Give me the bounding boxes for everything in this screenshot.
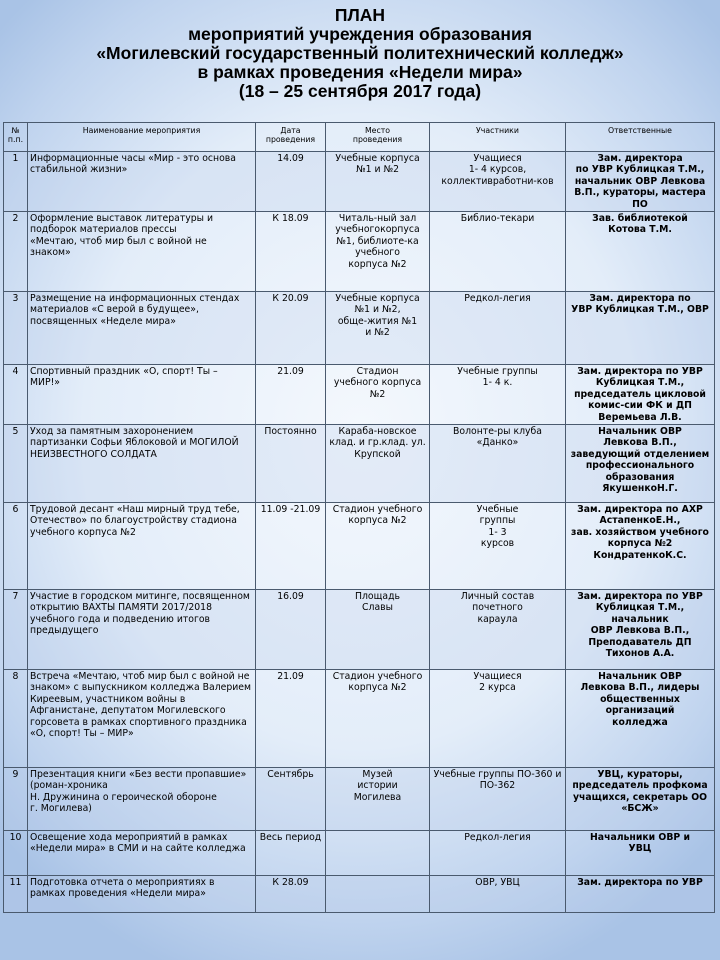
event-participants: Учащиеся 2 курса bbox=[430, 670, 566, 768]
event-participants: Учебные группы 1- 3 курсов bbox=[430, 503, 566, 590]
event-place: Площадь Славы bbox=[326, 590, 430, 670]
table-row bbox=[4, 768, 715, 831]
table-row bbox=[4, 670, 715, 768]
document-title bbox=[0, 6, 720, 101]
row-number: 10 bbox=[4, 831, 28, 876]
event-responsible: Начальник ОВР Левкова В.П., заведующий отделением профессионального образования ЯкушенкоН.Г. bbox=[566, 425, 715, 503]
event-participants: Учебные группы 1- 4 к. bbox=[430, 365, 566, 425]
event-responsible: Зам. директора по УВР Кублицкая Т.М., председатель цикловой комис-сии ФК и ДП Веремьева Л.В. bbox=[566, 365, 715, 425]
title-line: «Могилевский государственный политехнический колледж» bbox=[96, 43, 624, 63]
event-date: Весь период bbox=[256, 831, 326, 876]
table-row bbox=[4, 212, 715, 292]
title-line: в рамках проведения «Недели мира» bbox=[197, 62, 523, 82]
event-responsible: Зам. директора по УВР Кублицкая Т.М., ОВР bbox=[566, 292, 715, 365]
event-date: 14.09 bbox=[256, 152, 326, 212]
event-participants: Библио-текари bbox=[430, 212, 566, 292]
event-date: К 28.09 bbox=[256, 876, 326, 913]
event-responsible: Зав. библиотекой Котова Т.М. bbox=[566, 212, 715, 292]
header-number: № п.п. bbox=[4, 123, 28, 152]
event-place: Стадион учебного корпуса №2 bbox=[326, 503, 430, 590]
event-name: Презентация книги «Без вести пропавшие» (роман-хроника Н. Дружинина о героической обороне г. Могилева) bbox=[28, 768, 256, 831]
table-row bbox=[4, 831, 715, 876]
table-row bbox=[4, 503, 715, 590]
event-place: Учебные корпуса №1 и №2, обще-жития №1 и №2 bbox=[326, 292, 430, 365]
table-row bbox=[4, 292, 715, 365]
event-place bbox=[326, 876, 430, 913]
event-participants: Учебные группы ПО-360 и ПО-362 bbox=[430, 768, 566, 831]
row-number: 2 bbox=[4, 212, 28, 292]
event-place: Караба-новское клад. и гр.клад. ул. Крупской bbox=[326, 425, 430, 503]
event-date: 21.09 bbox=[256, 365, 326, 425]
table-row bbox=[4, 590, 715, 670]
event-place bbox=[326, 831, 430, 876]
event-name: Освещение хода мероприятий в рамках «Недели мира» в СМИ и на сайте колледжа bbox=[28, 831, 256, 876]
events-table bbox=[3, 122, 715, 913]
header-date: Дата проведения bbox=[256, 123, 326, 152]
event-participants: ОВР, УВЦ bbox=[430, 876, 566, 913]
event-date: 16.09 bbox=[256, 590, 326, 670]
header-responsible: Ответственные bbox=[566, 123, 715, 152]
header-event-name: Наименование мероприятия bbox=[28, 123, 256, 152]
row-number: 9 bbox=[4, 768, 28, 831]
event-name: Уход за памятным захоронением партизанки Софьи Яблоковой и МОГИЛОЙ НЕИЗВЕСТНОГО СОЛДАТА bbox=[28, 425, 256, 503]
event-responsible: Зам. директора по УВР bbox=[566, 876, 715, 913]
event-responsible: Зам. директора по АХР АстапенкоЕ.Н., зав. хозяйством учебного корпуса №2 КондратенкоК.С. bbox=[566, 503, 715, 590]
event-name: Встреча «Мечтаю, чтоб мир был с войной не знаком» с выпускником колледжа Валерием Киреевым, участником войны в Афганистане, депутатом Могилевского горсовета в рамках спортивного праздника «О, спорт! Ты – МИР» bbox=[28, 670, 256, 768]
table-row bbox=[4, 425, 715, 503]
event-responsible: Начальники ОВР и УВЦ bbox=[566, 831, 715, 876]
event-responsible: УВЦ, кураторы, председатель профкома учащихся, секретарь ОО «БСЖ» bbox=[566, 768, 715, 831]
event-name: Информационные часы «Мир - это основа стабильной жизни» bbox=[28, 152, 256, 212]
event-name: Размещение на информационных стендах материалов «С верой в будущее», посвященных «Неделе мира» bbox=[28, 292, 256, 365]
row-number: 3 bbox=[4, 292, 28, 365]
event-place: Читаль-ный зал учебногокорпуса №1, библиоте-ка учебного корпуса №2 bbox=[326, 212, 430, 292]
row-number: 6 bbox=[4, 503, 28, 590]
table-row bbox=[4, 152, 715, 212]
header-participants: Участники bbox=[430, 123, 566, 152]
table-row bbox=[4, 876, 715, 913]
event-place: Стадион учебного корпуса №2 bbox=[326, 365, 430, 425]
row-number: 4 bbox=[4, 365, 28, 425]
event-name: Подготовка отчета о мероприятиях в рамках проведения «Недели мира» bbox=[28, 876, 256, 913]
event-date: Постоянно bbox=[256, 425, 326, 503]
event-date: Сентябрь bbox=[256, 768, 326, 831]
event-date: 11.09 -21.09 bbox=[256, 503, 326, 590]
row-number: 1 bbox=[4, 152, 28, 212]
event-place: Музей истории Могилева bbox=[326, 768, 430, 831]
event-place: Учебные корпуса №1 и №2 bbox=[326, 152, 430, 212]
event-participants: Личный состав почетного караула bbox=[430, 590, 566, 670]
table-row bbox=[4, 365, 715, 425]
event-responsible: Зам. директора по УВР Кублицкая Т.М., начальник ОВР Левкова В.П., Преподаватель ДП Тихонов А.А. bbox=[566, 590, 715, 670]
event-name: Трудовой десант «Наш мирный труд тебе, Отечество» по благоустройству стадиона учебного корпуса №2 bbox=[28, 503, 256, 590]
event-date: К 18.09 bbox=[256, 212, 326, 292]
event-name: Оформление выставок литературы и подборок материалов прессы «Мечтаю, чтоб мир был с войной не знаком» bbox=[28, 212, 256, 292]
row-number: 8 bbox=[4, 670, 28, 768]
title-line: мероприятий учреждения образования bbox=[188, 24, 532, 44]
event-name: Участие в городском митинге, посвященном открытию ВАХТЫ ПАМЯТИ 2017/2018 учебного года и подведению итогов предыдущего bbox=[28, 590, 256, 670]
row-number: 7 bbox=[4, 590, 28, 670]
row-number: 11 bbox=[4, 876, 28, 913]
event-participants: Редкол-легия bbox=[430, 292, 566, 365]
event-participants: Учащиеся 1- 4 курсов, коллективработни-ков bbox=[430, 152, 566, 212]
event-responsible: Зам. директора по УВР Кублицкая Т.М., начальник ОВР Левкова В.П., кураторы, мастера ПО bbox=[566, 152, 715, 212]
title-line: ПЛАН bbox=[334, 5, 386, 25]
table-header-row bbox=[4, 123, 715, 152]
title-line: (18 – 25 сентября 2017 года) bbox=[238, 81, 482, 101]
event-date: 21.09 bbox=[256, 670, 326, 768]
event-responsible: Начальник ОВР Левкова В.П., лидеры общественных организаций колледжа bbox=[566, 670, 715, 768]
event-date: К 20.09 bbox=[256, 292, 326, 365]
event-participants: Редкол-легия bbox=[430, 831, 566, 876]
header-place: Место проведения bbox=[326, 123, 430, 152]
event-name: Спортивный праздник «О, спорт! Ты – МИР!» bbox=[28, 365, 256, 425]
event-place: Стадион учебного корпуса №2 bbox=[326, 670, 430, 768]
event-participants: Волонте-ры клуба «Данко» bbox=[430, 425, 566, 503]
row-number: 5 bbox=[4, 425, 28, 503]
